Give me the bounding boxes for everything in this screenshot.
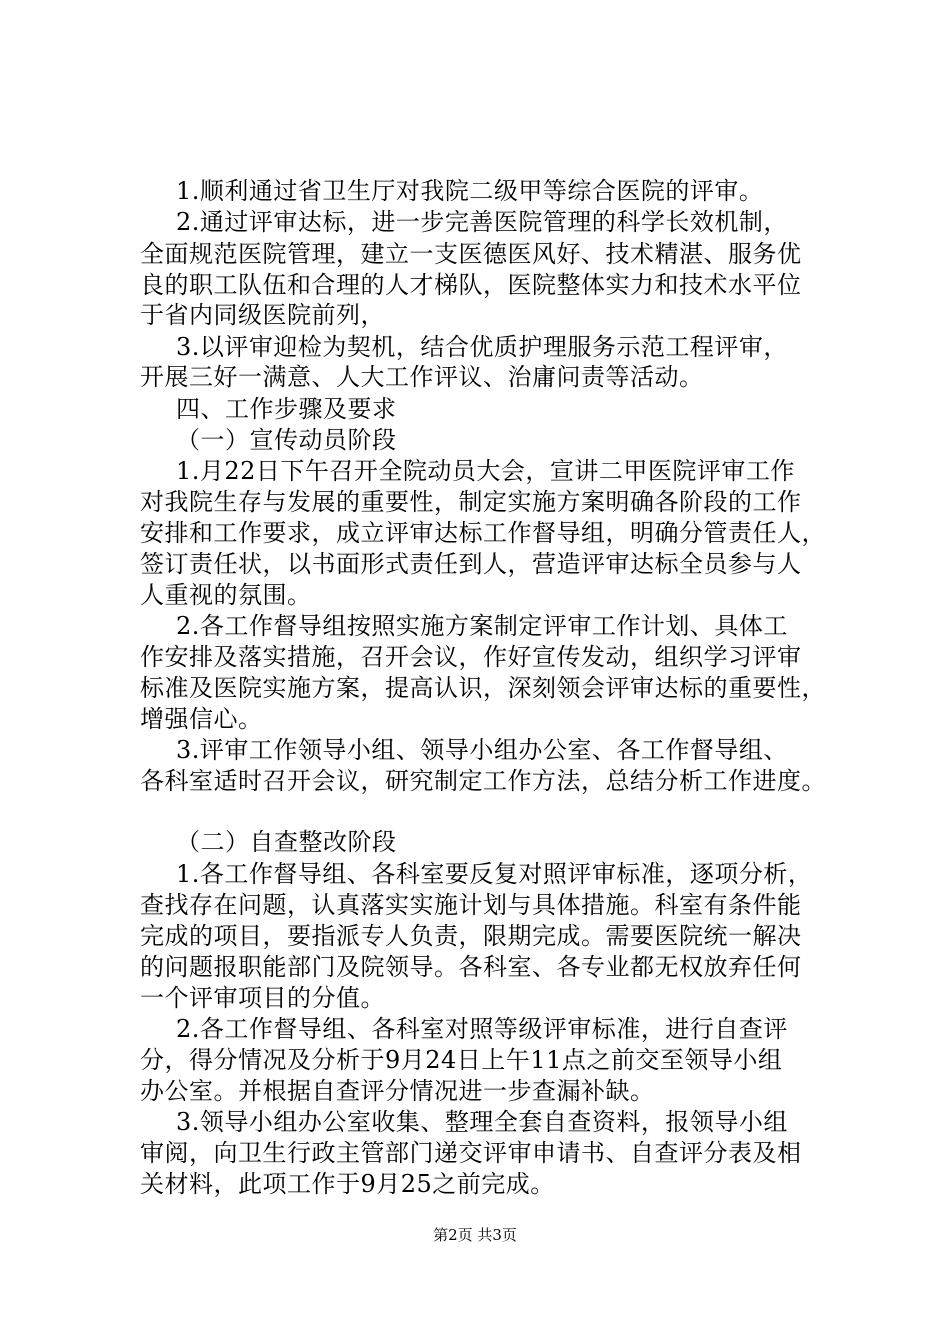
paragraph-line: 3.领导小组办公室收集、整理全套自查资料，报领导小组 xyxy=(176,1108,788,1136)
paragraph-line: 标准及医院实施方案，提高认识，深刻领会评审达标的重要性， xyxy=(140,674,826,702)
paragraph-line: 3.以评审迎检为契机，结合优质护理服务示范工程评审， xyxy=(176,333,788,361)
paragraph-line: 1.各工作督导组、各科室要反复对照评审标准，逐项分析， xyxy=(176,860,813,888)
section-heading: 四、工作步骤及要求 xyxy=(176,395,397,423)
paragraph-line: 的问题报职能部门及院领导。各科室、各专业都无权放弃任何 xyxy=(140,953,802,981)
paragraph-line: 2.各工作督导组按照实施方案制定评审工作计划、具体工 xyxy=(176,612,788,640)
paragraph-line: 一个评审项目的分值。 xyxy=(140,984,385,1012)
paragraph-line: 2.各工作督导组、各科室对照等级评审标准，进行自查评 xyxy=(176,1015,788,1043)
paragraph-line: 1.顺利通过省卫生厅对我院二级甲等综合医院的评审。 xyxy=(176,177,764,205)
paragraph-line: 1.月22日下午召开全院动员大会，宣讲二甲医院评审工作 xyxy=(176,457,795,485)
paragraph-line: 良的职工队伍和合理的人才梯队，医院整体实力和技术水平位 xyxy=(140,271,802,299)
paragraph-line: 增强信心。 xyxy=(140,705,263,733)
subsection-heading: （二）自查整改阶段 xyxy=(176,828,397,856)
paragraph-line: 办公室。并根据自查评分情况进一步查漏补缺。 xyxy=(140,1077,655,1105)
paragraph-line: 作安排及落实措施，召开会议，作好宣传发动，组织学习评审 xyxy=(140,643,802,671)
paragraph-line: 分，得分情况及分析于9月24日上午11点之前交至领导小组 xyxy=(140,1046,783,1074)
paragraph-line: 人重视的氛围。 xyxy=(140,581,312,609)
paragraph-line: 于省内同级医院前列， xyxy=(140,301,385,329)
paragraph-line: 审阅，向卫生行政主管部门递交评审申请书、自查评分表及相 xyxy=(140,1139,802,1167)
paragraph-line: 关材料，此项工作于9月25之前完成。 xyxy=(140,1170,555,1198)
paragraph-line: 2.通过评审达标，进一步完善医院管理的科学长效机制， xyxy=(176,208,788,236)
paragraph-line: 开展三好一满意、人大工作评议、治庸问责等活动。 xyxy=(140,363,704,391)
paragraph-line: 安排和工作要求，成立评审达标工作督导组，明确分管责任人， xyxy=(140,519,826,547)
paragraph-line: 签订责任状，以书面形式责任到人，营造评审达标全员参与人 xyxy=(140,550,802,578)
paragraph-line: 3.评审工作领导小组、领导小组办公室、各工作督导组、 xyxy=(176,736,788,764)
subsection-heading: （一）宣传动员阶段 xyxy=(176,426,397,454)
page-footer: 第2页 共3页 xyxy=(433,1226,517,1244)
paragraph-line: 查找存在问题，认真落实实施计划与具体措施。科室有条件能 xyxy=(140,891,802,919)
paragraph-line: 完成的项目，要指派专人负责，限期完成。需要医院统一解决 xyxy=(140,922,802,950)
paragraph-line: 各科室适时召开会议，研究制定工作方法，总结分析工作进度。 xyxy=(140,767,826,795)
paragraph-line: 对我院生存与发展的重要性，制定实施方案明确各阶段的工作 xyxy=(140,488,802,516)
paragraph-line: 全面规范医院管理，建立一支医德医风好、技术精湛、服务优 xyxy=(140,240,802,268)
